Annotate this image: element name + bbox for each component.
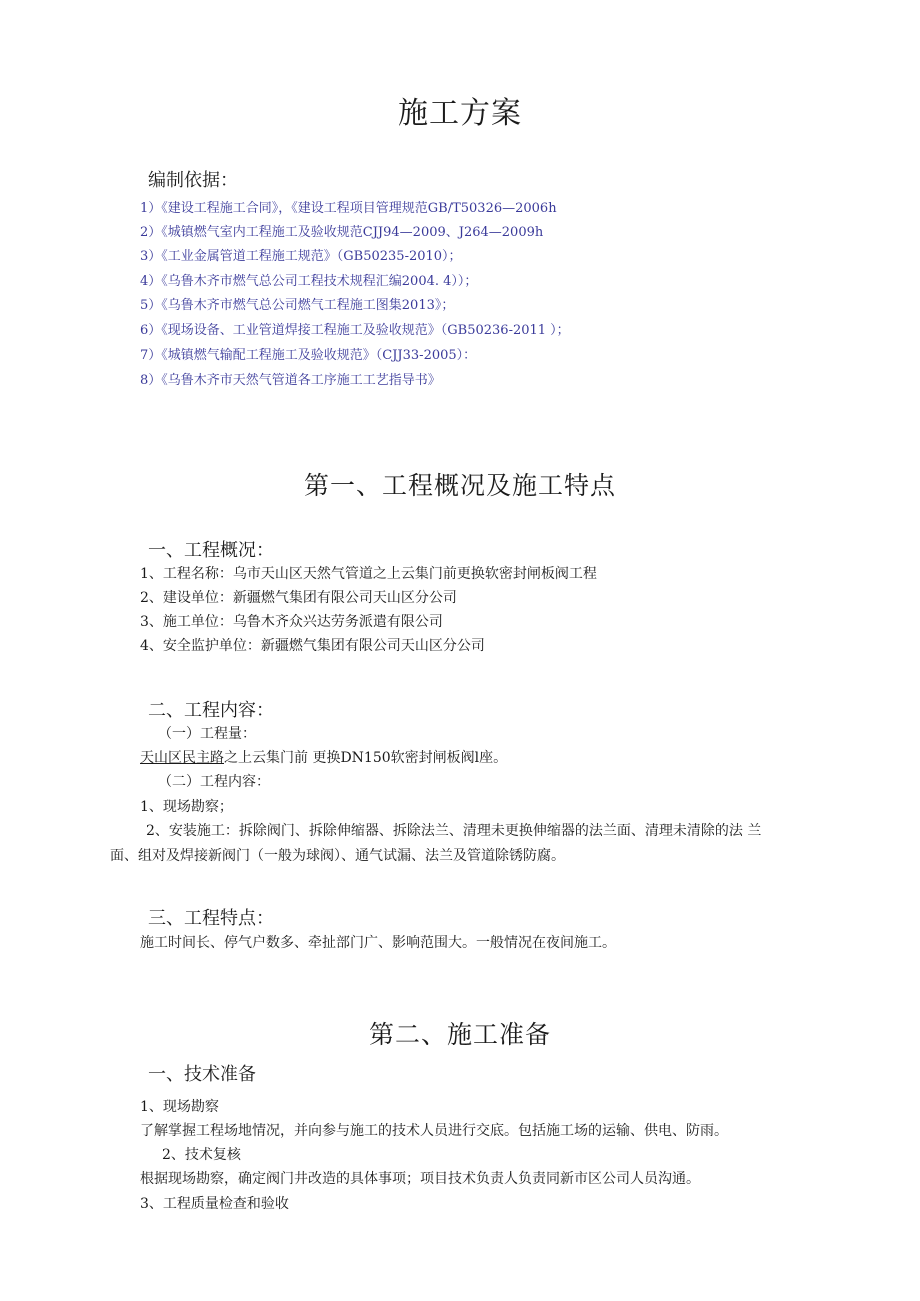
tech-heading: 一、技术准备 [148,1064,256,1085]
tech-subheading: 3、工程质量检查和验收 [140,1196,289,1212]
tech-text: 根据现场勘察，确定阀门井改造的具体事项；项目技术负责人负责同新市区公司人员沟通。 [140,1171,700,1187]
quantity-line [140,747,507,767]
work-item-continued: 面、组对及焊接新阀门（一般为球阀）、通气试漏、法兰及管道除锈防腐。 [110,848,565,864]
content-heading: 二、工程内容： [148,700,274,721]
features-heading: 三、工程特点： [148,908,274,929]
basis-heading: 编制依据： [148,170,238,191]
overview-line: 3、施工单位：乌鲁木齐众兴达劳务派遣有限公司 [140,614,443,630]
basis-item: 7）《城镇燃气输配工程施工及验收规范》（CJJ33-2005）： [140,348,477,363]
document-title: 施工方案 [398,96,522,131]
features-text: 施工时间长、停气户数多、牵扯部门广、影响范围大。一般情况在夜间施工。 [140,935,616,951]
work-heading: （二）工程内容： [158,774,270,790]
basis-item: 8）《乌鲁木齐市天然气管道各工序施工工艺指导书》 [140,373,441,388]
work-item: 2、安装施工：拆除阀门、拆除伸缩器、拆除法兰、清理未更换伸缩器的法兰面、清理未清除的法 兰 [146,823,762,839]
basis-item: 5）《乌鲁木齐市燃气总公司燃气工程施工图集2013》； [140,298,455,313]
basis-item: 6）《现场设备、工业管道焊接工程施工及验收规范》（GB50236-2011 ）； [140,323,570,338]
tech-subheading: 1、现场勘察 [140,1099,219,1115]
basis-item: 4）《乌鲁木齐市燃气总公司工程技术规程汇编2004. 4））； [140,274,478,289]
tech-subheading: 2、技术复核 [162,1147,241,1163]
road-name: 天山区民主路 [140,750,224,766]
quantity-detail: 之上云集门前 更换DN150软密封闸板阀l座。 [224,750,508,766]
chapter1-title: 第一、工程概况及施工特点 [303,471,616,500]
tech-text: 了解掌握工程场地情况，并向参与施工的技术人员进行交底。包括施工场的运输、供电、防雨。 [140,1123,728,1139]
basis-item: 2）《城镇燃气室内工程施工及验收规范CJJ94—2009、J264—2009h [140,225,544,240]
overview-line: 1、工程名称：乌市天山区天然气管道之上云集门前更换软密封闸板阀工程 [140,566,597,582]
quantity-heading: （一）工程量： [158,726,256,742]
overview-line: 4、安全监护单位：新疆燃气集团有限公司天山区分公司 [140,638,485,654]
overview-line: 2、建设单位：新疆燃气集团有限公司天山区分公司 [140,590,457,606]
chapter2-title: 第二、施工准备 [368,1020,551,1049]
basis-item: 1）《建设工程施工合同》，《建设工程项目管理规范GB/T50326—2006h [140,201,557,216]
basis-item: 3）《工业金属管道工程施工规范》（GB50235-2010）； [140,249,462,264]
overview-heading: 一、工程概况： [148,540,274,561]
work-item: 1、现场勘察； [140,799,233,815]
